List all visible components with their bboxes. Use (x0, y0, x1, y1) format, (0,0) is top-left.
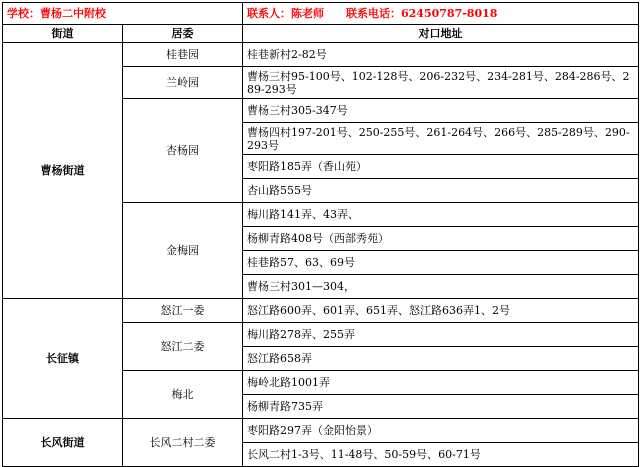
street-cell: 曹杨街道 (3, 43, 123, 299)
committee-column-header: 居委 (123, 25, 243, 43)
address-cell: 怒江路600弄、601弄、651弄、怒江路636弄1、2号 (243, 299, 639, 323)
contact-phone: 联系电话：62450787-8018 (346, 7, 498, 20)
address-cell: 曹杨三村305-347号 (243, 99, 639, 123)
address-cell: 曹杨三村95-100号、102-128号、206-232号、234-281号、284-286号、289-293号 (243, 67, 639, 99)
address-cell: 枣阳路297弄（金阳怡景） (243, 419, 639, 443)
address-column-header: 对口地址 (243, 25, 639, 43)
school-district-table (2, 2, 639, 467)
address-cell: 杨柳青路735弄 (243, 395, 639, 419)
committee-cell: 桂巷园 (123, 43, 243, 67)
committee-cell: 金梅园 (123, 203, 243, 299)
header-row (3, 3, 639, 25)
committee-cell: 梅北 (123, 371, 243, 419)
address-cell: 桂巷新村2-82号 (243, 43, 639, 67)
committee-cell: 怒江一委 (123, 299, 243, 323)
address-cell: 枣阳路185弄（香山苑） (243, 155, 639, 179)
address-cell: 梅川路141弄、43弄、 (243, 203, 639, 227)
address-cell: 怒江路658弄 (243, 347, 639, 371)
contact-person: 联系人：陈老师 (247, 7, 324, 20)
address-cell: 梅川路278弄、255弄 (243, 323, 639, 347)
address-cell: 梅岭北路1001弄 (243, 371, 639, 395)
column-header-row (3, 25, 639, 43)
committee-cell: 杏杨园 (123, 99, 243, 203)
address-cell: 曹杨三村301—304， (243, 275, 639, 299)
contact-info (243, 3, 639, 25)
street-cell: 长征镇 (3, 299, 123, 419)
table-row (3, 43, 639, 67)
committee-cell: 兰岭园 (123, 67, 243, 99)
street-column-header: 街道 (3, 25, 123, 43)
address-cell: 杏山路555号 (243, 179, 639, 203)
table-row (3, 419, 639, 443)
address-cell: 杨柳青路408号（西部秀苑） (243, 227, 639, 251)
street-cell: 长风街道 (3, 419, 123, 467)
address-cell: 曹杨四村197-201号、250-255号、261-264号、266号、285-289号、290-293号 (243, 123, 639, 155)
address-cell: 桂巷路57、63、69号 (243, 251, 639, 275)
address-cell: 长风二村1-3号、11-48号、50-59号、60-71号 (243, 443, 639, 467)
table-row (3, 299, 639, 323)
committee-cell: 怒江二委 (123, 323, 243, 371)
school-label: 学校：曹杨二中附校 (3, 3, 243, 25)
committee-cell: 长风二村二委 (123, 419, 243, 467)
